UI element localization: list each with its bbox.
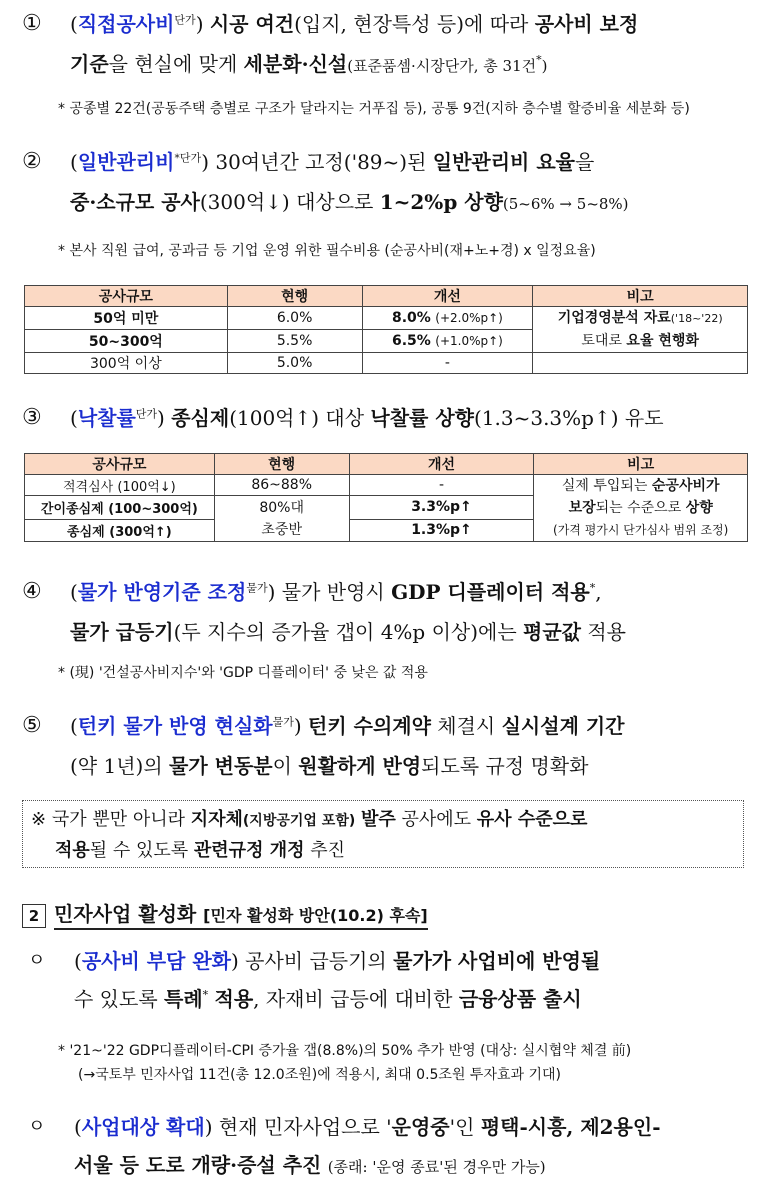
table-row: 300억 이상 5.0% -: [25, 353, 748, 374]
note-bullet-1b: (→국토부 민자사업 11건(총 12.0조원)에 적용시, 최대 0.5조원 투자효과 기대): [78, 1067, 561, 1083]
section-title: 민자사업 활성화: [54, 902, 197, 926]
section-2-heading: [22, 898, 428, 928]
item-3-line-1: (낙찰률$^{단가}$) 종심제(100억↑) 대상 낙찰률 상향(1.3~3.3%p↑) 유도: [70, 406, 664, 430]
bullet-mark: ㅇ: [28, 1116, 46, 1137]
bullet-2: ㅇ (사업대상 확대) 현재 민자사업으로 '운영중'인 평택-시흥, 제2용인- 서울 등 도로 개량·증설 추진 (종래: '운영 종료'된 경우만 가능): [28, 1108, 750, 1186]
bullet-1: ㅇ (공사비 부담 완화) 공사비 급등기의 물가가 사업비에 반영될 수 있도록 특례* 적용, 자재비 급등에 대비한 금융상품 출시: [28, 942, 750, 1018]
note-4: * (現) '건설공사비지수'와 'GDP 디플레이터' 중 낮은 값 적용: [58, 665, 428, 681]
item-3: [22, 398, 750, 438]
admin-rate-table: [24, 285, 748, 374]
table-row: 간이종심제 (100~300억) 80%대 초중반 3.3%p↑: [25, 496, 748, 520]
table-remark: 기업경영분석 자료('18~'22) 토대로 요율 현행화: [533, 307, 748, 353]
item-4-line-2: 물가 급등기(두 지수의 증가율 갭이 4%p 이상)에는 평균값 적용: [70, 620, 626, 644]
item-1: [22, 4, 750, 86]
item-2-line-1: (일반관리비$^{*단가}$) 30여년간 고정('89~)된 일반관리비 요율을: [70, 150, 595, 174]
notice-box: ※ 국가 뿐만 아니라 지자체(지방공기업 포함) 발주 공사에도 유사 수준으로 적용될 수 있도록 관련규정 개정 추진: [22, 800, 744, 868]
item-4-line-1: (물가 반영기준 조정$^{물가}$) 물가 반영시 GDP 디플레이터 적용*,: [70, 580, 602, 604]
section-subtitle: [민자 활성화 방안(10.2) 후속]: [203, 906, 428, 925]
item-4-tag: 물가 반영기준 조정: [77, 580, 247, 604]
table-row: 적격심사 (100억↓) 86~88% - 실제 투입되는 순공사비가 보장되는 수준으로 상향 (가격 평가시 단가심사 범위 조정): [25, 475, 748, 496]
item-1-number: ①: [22, 11, 42, 36]
table-row: 50~300억 5.5% 6.5% (+1.0%p↑): [25, 330, 748, 353]
item-5-number: ⑤: [22, 713, 42, 738]
item-1-line-1: (직접공사비$^{단가}$) 시공 여건(입지, 현장특성 등)에 따라 공사비 보정: [70, 12, 639, 36]
note-bullet-1a: * '21~'22 GDP디플레이터-CPI 증가율 갭(8.8%)의 50% 추가 반영 (대상: 실시협약 체결 前): [58, 1043, 632, 1059]
bullet-mark: ㅇ: [28, 950, 46, 971]
item-3-tag: 낙찰률: [77, 406, 136, 430]
table-header: 공사규모 현행 개선 비고: [25, 454, 748, 475]
table-header: 공사규모 현행 개선 비고: [25, 286, 748, 307]
item-1-line-2: 기준을 현실에 맞게 세분화·신설(표준품셈·시장단가, 총 31건*): [70, 52, 548, 76]
table-remark: 실제 투입되는 순공사비가 보장되는 수준으로 상향 (가격 평가시 단가심사 범위 조정): [534, 475, 748, 542]
table-row: 50억 미만 6.0% 8.0% (+2.0%p↑) 기업경영분석 자료('18~'22) 토대로 요율 현행화: [25, 307, 748, 330]
item-2: [22, 142, 750, 224]
item-5-line-2: (약 1년)의 물가 변동분이 원활하게 반영되도록 규정 명확화: [70, 754, 589, 778]
item-2-number: ②: [22, 149, 42, 174]
item-3-number: ③: [22, 405, 42, 430]
note-1: * 공종별 22건(공동주택 층별로 구조가 달라지는 거푸집 등), 공통 9건(지하 층수별 할증비율 세분화 등): [58, 101, 690, 117]
bullet-1-tag: 공사비 부담 완화: [81, 949, 231, 973]
note-2: * 본사 직원 급여, 공과금 등 기업 운영 위한 필수비용 (순공사비(재+노+경) x 일정요율): [58, 243, 596, 259]
item-4-number: ④: [22, 579, 42, 604]
section-number: 2: [22, 904, 46, 928]
bullet-2-tag: 사업대상 확대: [81, 1115, 205, 1139]
item-2-line-2: 중·소규모 공사(300억↓) 대상으로 1~2%p 상향(5~6% → 5~8%): [70, 190, 629, 214]
merged-current-cell: 80%대 초중반: [214, 496, 349, 542]
item-5-tag: 턴키 물가 반영 현실화: [77, 714, 273, 738]
item-4: [22, 572, 750, 652]
table-row: 종심제 (300억↑) 1.3%p↑: [25, 519, 748, 542]
item-5-line-1: (턴키 물가 반영 현실화$^{물가}$) 턴키 수의계약 체결시 실시설계 기간: [70, 714, 625, 738]
bid-rate-table: [24, 453, 748, 542]
item-5: [22, 706, 750, 786]
item-2-tag: 일반관리비: [77, 150, 175, 174]
item-1-tag: 직접공사비: [77, 12, 175, 36]
